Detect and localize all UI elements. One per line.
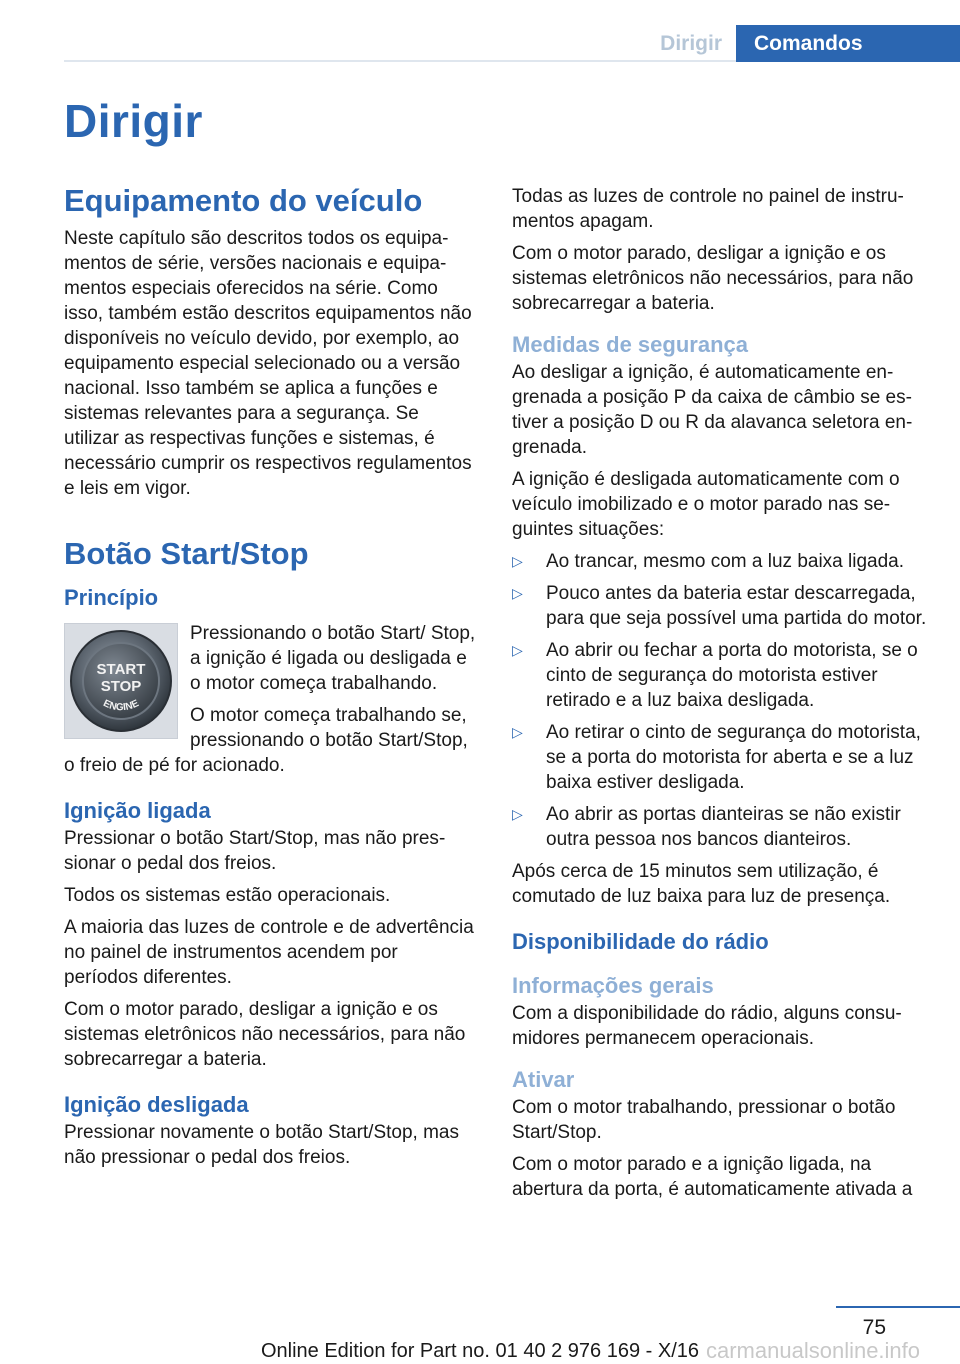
paragraph-ign-on-3: A maioria das luzes de controle e de advertência no painel de instrumentos acendem por períodos diferentes. (64, 917, 474, 988)
paragraph-principio-1: Pressionando o botão Start/ Stop, a ignição é ligada ou desligada e o motor começa trabalhando. (190, 623, 476, 694)
list-item: ▷ Ao retirar o cinto de segurança do motorista, se a porta do motorista for aberta e se a luz baixa estiver desligada. (512, 722, 921, 793)
triangle-bullet-icon: ▷ (512, 642, 523, 658)
svg-text:START: START (96, 661, 146, 678)
list-item: ▷ Pouco antes da bateria estar descarregada, para que seja possível uma partida do motor. (512, 583, 927, 629)
footer-rule (836, 1306, 960, 1308)
paragraph-activate-1: Com o motor trabalhando, pressionar o botão Start/Stop. (512, 1097, 896, 1143)
heading-ignicao-desligada: Ignição desligada (64, 1092, 249, 1117)
triangle-bullet-icon: ▷ (512, 806, 523, 822)
heading-equipamento: Equipamento do veículo (64, 183, 423, 218)
heading-informacoes-gerais: Informações gerais (512, 973, 714, 998)
paragraph-safety-1: Ao desligar a ignição, é automaticamente engrenada a posição P da caixa de câmbio se estiver a posição D ou R da alavanca seletora engrenada. (512, 362, 913, 458)
paragraph-ign-on-2: Todos os sistemas estão operacionais. (64, 885, 391, 906)
start-stop-button-icon (65, 624, 177, 738)
paragraph-principio-2: O motor começa trabalhando se, pressionando o botão Start/Stop, o freio de pé for acionado. (64, 705, 468, 776)
paragraph-ign-on-4: Com o motor parado, desligar a ignição e os sistemas eletrônicos não necessários, para não sobrecarregar a bateria. (64, 999, 466, 1070)
heading-start-stop: Botão Start/Stop (64, 536, 309, 571)
paragraph-after-bullets: Após cerca de 15 minutos sem utilização, é comutado de luz baixa para luz de presença. (512, 861, 891, 907)
paragraph-right-2: Com o motor parado, desligar a ignição e os sistemas eletrônicos não necessários, para não sobrecarregar a bateria. (512, 243, 914, 314)
paragraph-right-1: Todas as luzes de controle no painel de instrumentos apagam. (512, 186, 904, 232)
triangle-bullet-icon: ▷ (512, 553, 523, 569)
heading-principio: Princípio (64, 585, 159, 610)
start-stop-button-image (64, 623, 178, 739)
page-number: 75 (862, 1316, 886, 1339)
list-item: ▷ Ao trancar, mesmo com a luz baixa ligada. (512, 551, 905, 572)
heading-ignicao-ligada: Ignição ligada (64, 798, 211, 823)
paragraph-ign-on-1: Pressionar o botão Start/Stop, mas não pressionar o pedal dos freios. (64, 828, 446, 874)
paragraph-activate-2: Com o motor parado e a ignição ligada, na abertura da porta, é automaticamente ativada a (512, 1154, 913, 1200)
watermark: carmanualsonline.info (706, 1338, 921, 1363)
right-column (512, 184, 928, 1209)
svg-text:ENGINE: ENGINE (101, 698, 141, 714)
paragraph-radio-general: Com a disponibilidade do rádio, alguns consumidores permanecem operacionais. (512, 1003, 902, 1049)
header-section-label: Dirigir (660, 32, 722, 55)
paragraph-equipamento: Neste capítulo são descritos todos os equipamentos de série, versões nacionais e equipamentos especiais oferecidos na série. Como isso, também estão descritos equipamentos não disponíveis no veículo devido, por exemplo, ao equipamento especial selecionado ou a versão nacional. Isso também se aplica a funções e sistemas relevantes para a segurança. Se utilizar as respectivas funções e sistemas, é necessário cumprir os respectivos regulamentos e leis em vigor. (64, 228, 472, 499)
chapter-title: Dirigir (64, 95, 203, 147)
header-chapter-tab: Comandos (736, 25, 960, 62)
svg-text:STOP: STOP (100, 678, 142, 695)
footer-edition: Online Edition for Part no. 01 40 2 976 169 - X/16 (260, 1340, 700, 1362)
paragraph-ign-off-1: Pressionar novamente o botão Start/Stop, mas não pressionar o pedal dos freios. (64, 1122, 459, 1168)
heading-medidas-seguranca: Medidas de segurança (512, 332, 748, 357)
left-column (64, 182, 476, 1177)
paragraph-safety-2: A ignição é desligada automaticamente com o veículo imobilizado e o motor parado nas seguintes situações: (512, 469, 900, 540)
triangle-bullet-icon: ▷ (512, 585, 523, 601)
situations-list (512, 549, 928, 852)
list-item: ▷ Ao abrir ou fechar a porta do motorista, se o cinto de segurança do motorista estiver retirado e a luz baixa desligada. (512, 640, 918, 711)
list-item: ▷ Ao abrir as portas dianteiras se não existir outra pessoa nos bancos dianteiros. (512, 804, 901, 850)
heading-ativar: Ativar (512, 1067, 575, 1092)
triangle-bullet-icon: ▷ (512, 724, 523, 740)
heading-disponibilidade-radio: Disponibilidade do rádio (512, 929, 769, 954)
